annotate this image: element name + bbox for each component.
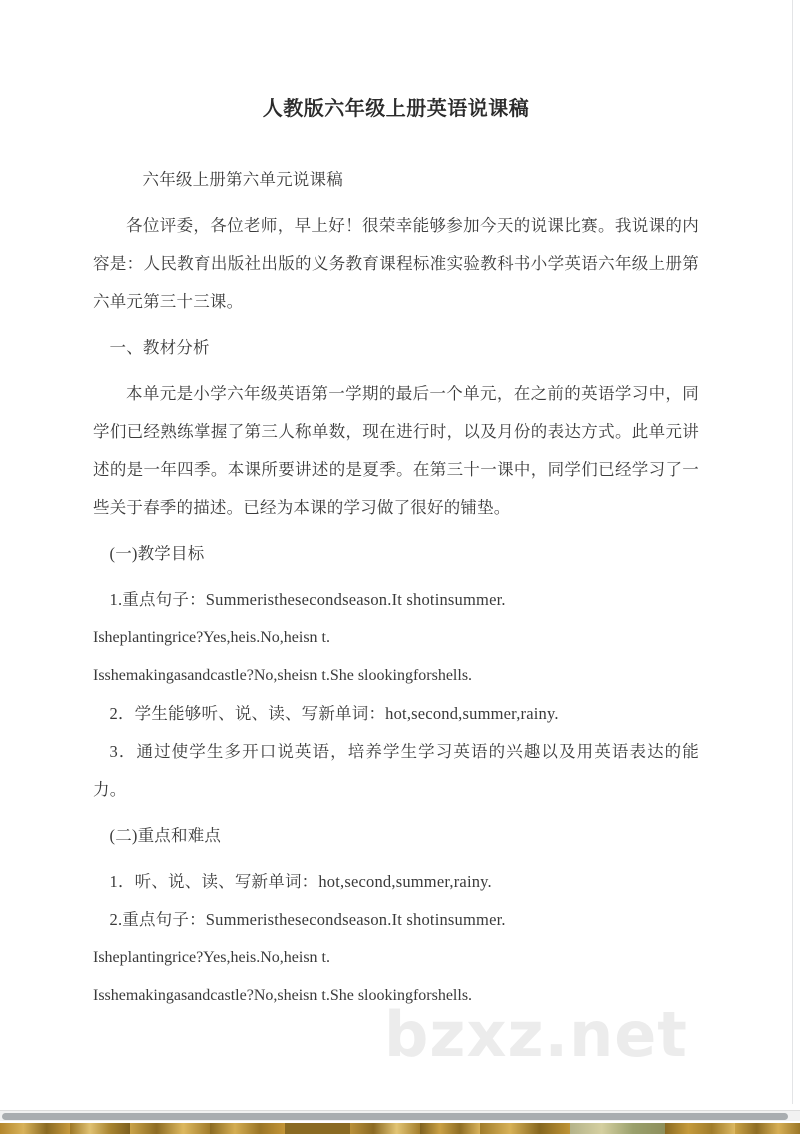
key-point-sentence-line-3: Isshemakingasandcastle?No,sheisn t.She slookingforshells. <box>93 987 473 1004</box>
spacer <box>93 121 699 161</box>
preview-segment <box>130 1123 210 1134</box>
preview-segment <box>420 1123 480 1134</box>
heading-teaching-objectives: (一)教学目标 <box>109 544 205 563</box>
key-point-new-words: 1．听、说、读、写新单词：hot,second,summer,rainy. <box>109 872 492 891</box>
key-point-key-sentences: 2.重点句子：Summeristhesecondseason.It shotinsummer. <box>109 910 506 929</box>
objective-key-sentence-line-3: Isshemakingasandcastle?No,sheisn t.She slookingforshells. <box>93 667 473 684</box>
spacer <box>93 855 699 863</box>
preview-segment <box>285 1123 350 1134</box>
objective-speaking-interest: 3．通过使学生多开口说英语，培养学生学习英语的兴趣以及用英语表达的能力。 <box>93 742 699 799</box>
preview-segment <box>665 1123 735 1134</box>
spacer <box>93 321 699 329</box>
site-watermark: bzxz.net <box>384 998 688 1071</box>
paragraph-unit-overview: 本单元是小学六年级英语第一学期的最后一个单元，在之前的英语学习中，同学们已经熟练掌握了第三人称单数，现在进行时，以及月份的表达方式。此单元讲述的是一年四季。本课所要讲述的是夏季。在第三十一课中，同学们已经学习了一些关于春季的描述。已经为本课的学习做了很好的铺垫。 <box>93 384 699 517</box>
next-page-preview[interactable] <box>0 1123 800 1134</box>
heading-key-points-and-difficulties: (二)重点和难点 <box>109 826 222 845</box>
document-subtitle: 六年级上册第六单元说课稿 <box>142 170 343 189</box>
spacer <box>93 573 699 581</box>
objective-key-sentences: 1.重点句子：Summeristhesecondseason.It shotinsummer. <box>109 590 506 609</box>
paragraph-introduction: 各位评委，各位老师，早上好！很荣幸能够参加今天的说课比赛。我说课的内容是：人民教育出版社出版的义务教育课程标准实验教科书小学英语六年级上册第六单元第三十三课。 <box>93 216 699 311</box>
preview-segment <box>210 1123 285 1134</box>
key-point-sentence-line-2: Isheplantingrice?Yes,heis.No,heisn t. <box>93 949 330 966</box>
preview-segment <box>350 1123 420 1134</box>
spacer <box>93 809 699 817</box>
spacer <box>93 367 699 375</box>
preview-segment <box>570 1123 665 1134</box>
objective-new-words: 2．学生能够听、说、读、写新单词：hot,second,summer,rainy. <box>109 704 559 723</box>
preview-segment <box>70 1123 130 1134</box>
page-title: 人教版六年级上册英语说课稿 <box>262 96 530 120</box>
heading-teaching-material-analysis: 一、教材分析 <box>109 338 210 357</box>
preview-segment <box>735 1123 800 1134</box>
spacer <box>93 527 699 535</box>
scrollbar-thumb[interactable] <box>2 1113 788 1120</box>
preview-segment <box>0 1123 70 1134</box>
spacer <box>93 199 699 207</box>
horizontal-scrollbar[interactable] <box>0 1110 800 1121</box>
objective-key-sentence-line-2: Isheplantingrice?Yes,heis.No,heisn t. <box>93 629 330 646</box>
preview-segment <box>480 1123 570 1134</box>
